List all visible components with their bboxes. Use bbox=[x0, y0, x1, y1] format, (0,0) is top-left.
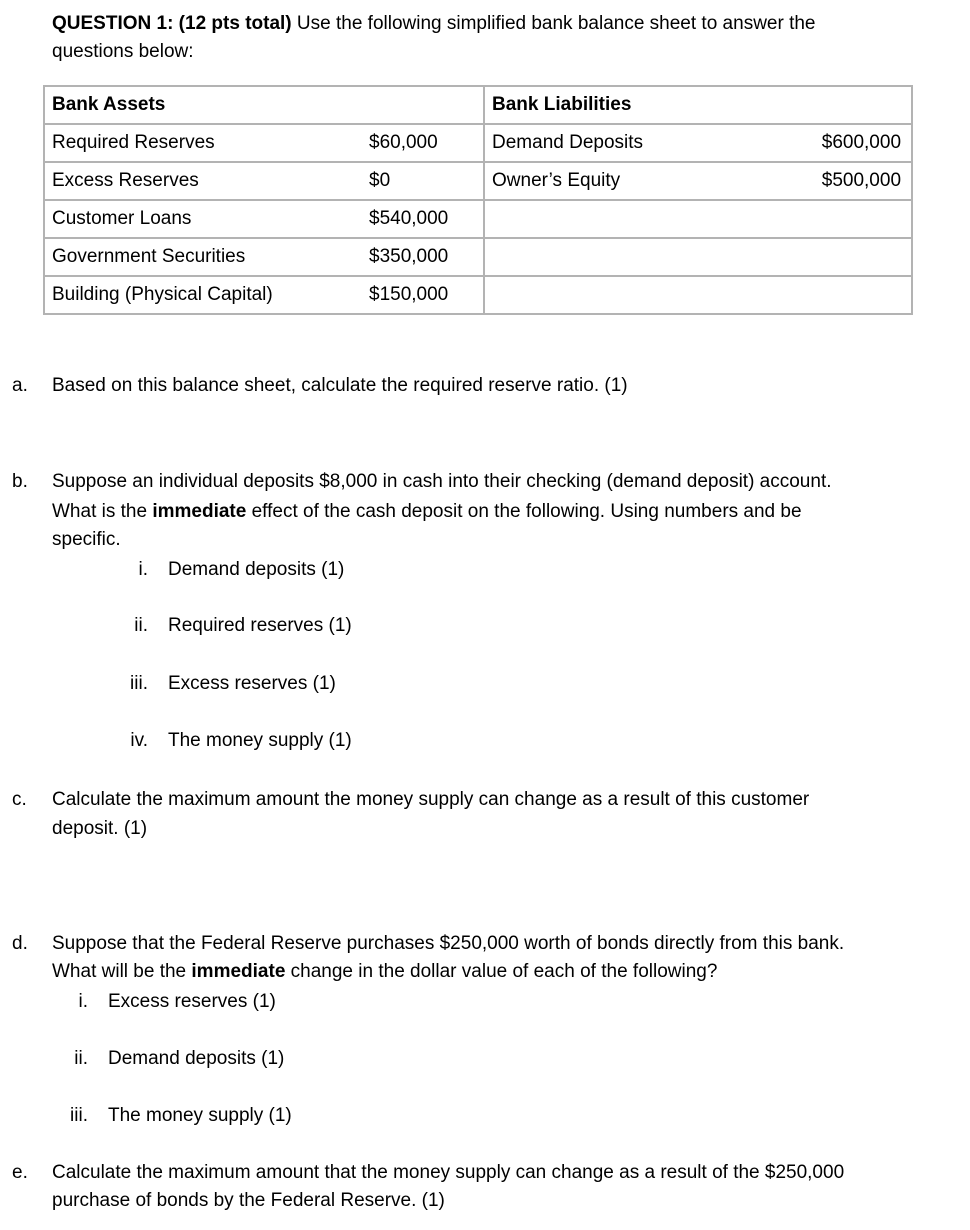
liability-label bbox=[484, 276, 724, 314]
asset-label: Excess Reserves bbox=[44, 162, 369, 200]
part-b-letter: b. bbox=[12, 471, 28, 492]
table-row bbox=[44, 124, 912, 162]
liability-value bbox=[724, 276, 912, 314]
question-title-text: Use the following simplified bank balance sheet to answer the bbox=[291, 13, 816, 34]
part-b-line3: specific. bbox=[52, 529, 121, 550]
table-row bbox=[44, 162, 912, 200]
part-b-line2-post: effect of the cash deposit on the following. Using numbers and be bbox=[246, 501, 802, 522]
table-header-row bbox=[44, 86, 912, 124]
part-e-line2: purchase of bonds by the Federal Reserve. (1) bbox=[52, 1190, 445, 1211]
question-title bbox=[52, 10, 816, 38]
balance-sheet-table bbox=[43, 85, 913, 315]
part-d-line2 bbox=[52, 958, 717, 986]
part-b-line1: Suppose an individual deposits $8,000 in cash into their checking (demand deposit) account. bbox=[52, 471, 832, 492]
table-row bbox=[44, 238, 912, 276]
part-d-letter: d. bbox=[12, 933, 28, 954]
part-d-line2-pre: What will be the bbox=[52, 961, 192, 982]
part-a-letter: a. bbox=[12, 375, 28, 396]
part-b-item-number: ii. bbox=[134, 615, 148, 636]
part-c-line2: deposit. (1) bbox=[52, 818, 148, 839]
table-row bbox=[44, 276, 912, 314]
part-b-line2 bbox=[52, 498, 802, 526]
liabilities-header: Bank Liabilities bbox=[484, 86, 912, 124]
asset-label: Government Securities bbox=[44, 238, 369, 276]
part-c-letter: c. bbox=[12, 789, 27, 810]
asset-value: $350,000 bbox=[369, 238, 484, 276]
part-b-line2-pre: What is the bbox=[52, 501, 153, 522]
part-d-item-number: ii. bbox=[74, 1048, 88, 1069]
asset-value: $150,000 bbox=[369, 276, 484, 314]
part-c-line1: Calculate the maximum amount the money supply can change as a result of this customer bbox=[52, 789, 810, 810]
table-row bbox=[44, 200, 912, 238]
asset-label: Required Reserves bbox=[44, 124, 369, 162]
liability-value bbox=[724, 238, 912, 276]
part-d-item-number: iii. bbox=[70, 1105, 88, 1126]
question-title-line2: questions below: bbox=[52, 41, 194, 62]
part-b-emphasis: immediate bbox=[152, 501, 247, 522]
part-d-item-text: Demand deposits (1) bbox=[108, 1048, 285, 1069]
part-a-text: Based on this balance sheet, calculate the required reserve ratio. (1) bbox=[52, 375, 628, 396]
liability-label bbox=[484, 200, 724, 238]
part-e-line1: Calculate the maximum amount that the money supply can change as a result of the $250,000 bbox=[52, 1162, 845, 1183]
asset-value: $540,000 bbox=[369, 200, 484, 238]
part-b-item-text: The money supply (1) bbox=[168, 730, 352, 751]
liability-value bbox=[724, 200, 912, 238]
asset-value: $0 bbox=[369, 162, 484, 200]
asset-value: $60,000 bbox=[369, 124, 484, 162]
liability-label: Demand Deposits bbox=[484, 124, 724, 162]
asset-label: Building (Physical Capital) bbox=[44, 276, 369, 314]
part-b-item-number: iv. bbox=[130, 730, 148, 751]
liability-label: Owner’s Equity bbox=[484, 162, 724, 200]
part-d-line1: Suppose that the Federal Reserve purchases $250,000 worth of bonds directly from this bank. bbox=[52, 933, 845, 954]
liability-value: $500,000 bbox=[724, 162, 912, 200]
liability-label bbox=[484, 238, 724, 276]
assets-header: Bank Assets bbox=[44, 86, 484, 124]
part-b-item-text: Excess reserves (1) bbox=[168, 673, 336, 694]
question-title-bold: QUESTION 1: (12 pts total) bbox=[52, 13, 292, 34]
part-b-item-text: Demand deposits (1) bbox=[168, 559, 345, 580]
part-d-line2-post: change in the dollar value of each of the following? bbox=[285, 961, 718, 982]
part-d-emphasis: immediate bbox=[191, 961, 286, 982]
asset-label: Customer Loans bbox=[44, 200, 369, 238]
part-b-item-number: i. bbox=[138, 559, 148, 580]
part-d-item-text: The money supply (1) bbox=[108, 1105, 292, 1126]
part-d-item-text: Excess reserves (1) bbox=[108, 991, 276, 1012]
liability-value: $600,000 bbox=[724, 124, 912, 162]
part-e-letter: e. bbox=[12, 1162, 28, 1183]
part-b-item-number: iii. bbox=[130, 673, 148, 694]
part-b-item-text: Required reserves (1) bbox=[168, 615, 352, 636]
part-d-item-number: i. bbox=[78, 991, 88, 1012]
